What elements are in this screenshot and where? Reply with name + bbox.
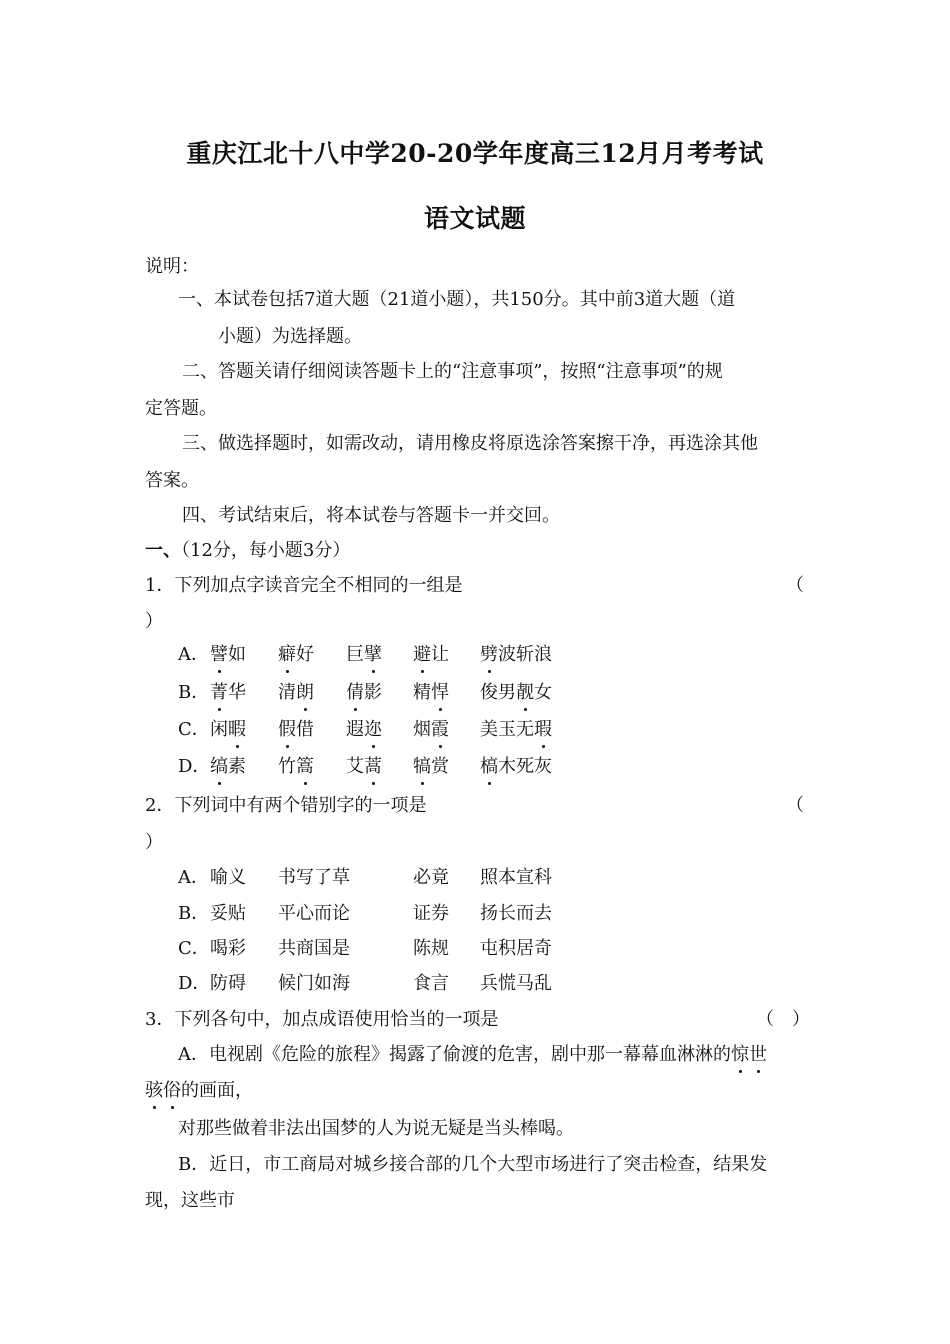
- note-1-line-1: 一、本试卷包括7道大题（21道小题），共150分。其中前3道大题（道: [178, 289, 736, 310]
- q2-option-word: 喻义: [210, 867, 246, 888]
- q1-option-word: 闲暇: [210, 715, 246, 741]
- q2-option-word: 扬长而去: [480, 903, 552, 924]
- q2-option-word: 兵慌马乱: [480, 973, 552, 994]
- q2-option-word: 喝彩: [210, 938, 246, 959]
- q3-stem: 3．下列各句中，加点成语使用恰当的一项是: [145, 1009, 499, 1030]
- q1-paren-close: ）: [145, 611, 163, 632]
- note-2-line-1: 二、答题关请仔细阅读答题卡上的“注意事项”，按照“注意事项”的规: [182, 361, 723, 382]
- dotted-char: 悍: [431, 678, 449, 704]
- q1-option-word: 劈波斩浪: [480, 640, 552, 666]
- q3-a-text: 的画面，: [181, 1080, 253, 1101]
- q2-paren-open: （: [786, 795, 804, 816]
- q1-option-label: D．: [178, 756, 211, 777]
- notes-label: 说明：: [145, 256, 199, 277]
- q2-option-word: 必竟: [413, 867, 449, 888]
- dotted-char: 癖: [278, 640, 296, 666]
- q2-option-word: 证券: [413, 903, 449, 924]
- dotted-char: 槁: [480, 752, 498, 778]
- q2-option-word: 照本宣科: [480, 867, 552, 888]
- q2-option-label: D．: [178, 973, 211, 994]
- dotted-char: 避: [413, 640, 431, 666]
- q2-option-word: 防碍: [210, 973, 246, 994]
- q2-option-label: B．: [178, 903, 210, 924]
- dotted-char: 俗: [163, 1076, 181, 1102]
- q2-option-word: 妥贴: [210, 903, 246, 924]
- q1-option-word: 清朗: [278, 678, 314, 704]
- q1-option-word: 癖好: [278, 640, 314, 666]
- q1-option-word: 犒赏: [413, 752, 449, 778]
- q1-option-word: 避让: [413, 640, 449, 666]
- q2-option-word: 陈规: [413, 938, 449, 959]
- q1-option-label: A．: [178, 644, 209, 665]
- q2-option-word: 屯积居奇: [480, 938, 552, 959]
- q2-paren-close: ）: [145, 832, 163, 853]
- section-1-number: 一、: [145, 540, 181, 561]
- dotted-char: 朗: [296, 678, 314, 704]
- q2-option-label: C．: [178, 938, 210, 959]
- q3-option-a-line-1: [178, 1040, 767, 1066]
- q3-option-b-line-1: B．近日，市工商局对城乡接合部的几个大型市场进行了突击检查，结果发: [178, 1154, 768, 1175]
- q1-option-word: 倩影: [346, 678, 382, 704]
- document-subtitle: 语文试题: [423, 204, 526, 233]
- dotted-char: 倩: [346, 678, 364, 704]
- q1-option-label: C．: [178, 719, 210, 740]
- q3-option-b-line-2: 现，这些市: [145, 1190, 235, 1211]
- dotted-char: 暇: [228, 715, 246, 741]
- dotted-char: 靓: [516, 678, 534, 704]
- q3-a-text: A．电视剧《危险的旅程》揭露了偷渡的危害，剧中那一幕幕血淋淋的: [178, 1044, 731, 1065]
- q1-option-word: 假借: [278, 715, 314, 741]
- note-2-line-2: 定答题。: [145, 398, 217, 419]
- section-1-points: （12分，每小题3分）: [181, 540, 351, 561]
- q2-option-word: 平心而论: [278, 903, 350, 924]
- q2-option-word: 书写了草: [278, 867, 350, 888]
- q2-option-word: 食言: [413, 973, 449, 994]
- document-title: 重庆江北十八中学20-20学年度高三12月月考考试: [186, 139, 764, 168]
- dotted-char: 缟: [210, 752, 228, 778]
- q1-option-word: 艾蒿: [346, 752, 382, 778]
- section-1-heading: [145, 536, 350, 562]
- dotted-char: 假: [278, 715, 296, 741]
- q1-stem: 1．下列加点字读音完全不相同的一组是: [145, 575, 463, 596]
- dotted-char: 菁: [210, 678, 228, 704]
- q2-option-word: 候门如海: [278, 973, 350, 994]
- q1-option-word: 巨擘: [346, 640, 382, 666]
- q3-option-a-line-2: [145, 1076, 253, 1102]
- q1-paren-open: （: [786, 575, 804, 596]
- q1-option-word: 缟素: [210, 752, 246, 778]
- note-1-line-2: 小题）为选择题。: [218, 326, 362, 347]
- note-3-line-1: 三、做选择题时，如需改动，请用橡皮将原选涂答案擦干净，再选涂其他: [182, 433, 758, 454]
- dotted-char: 劈: [480, 640, 498, 666]
- dotted-char: 犒: [413, 752, 431, 778]
- q3-option-a-line-3: 对那些做着非法出国梦的人为说无疑是当头棒喝。: [178, 1118, 574, 1139]
- q2-option-word: 共商国是: [278, 938, 350, 959]
- q1-option-word: 俊男靓女: [480, 678, 552, 704]
- q2-stem: 2．下列词中有两个错别字的一项是: [145, 795, 427, 816]
- q1-option-word: 精悍: [413, 678, 449, 704]
- q1-option-word: 譬如: [210, 640, 246, 666]
- dotted-char: 瑕: [534, 715, 552, 741]
- dotted-char: 蒿: [364, 752, 382, 778]
- dotted-char: 篙: [296, 752, 314, 778]
- dotted-char: 骇: [145, 1076, 163, 1102]
- dotted-char: 世: [749, 1040, 767, 1066]
- dotted-char: 擘: [364, 640, 382, 666]
- q3-paren: （ ）: [756, 1009, 810, 1030]
- dotted-char: 譬: [210, 640, 228, 666]
- note-3-line-2: 答案。: [145, 470, 199, 491]
- q1-option-word: 竹篙: [278, 752, 314, 778]
- q1-option-word: 遐迩: [346, 715, 382, 741]
- q1-option-word: 烟霞: [413, 715, 449, 741]
- q1-option-word: 菁华: [210, 678, 246, 704]
- q2-option-label: A．: [178, 867, 209, 888]
- note-4: 四、考试结束后，将本试卷与答题卡一并交回。: [182, 505, 560, 526]
- dotted-char: 惊: [731, 1040, 749, 1066]
- q1-option-word: 槁木死灰: [480, 752, 552, 778]
- q1-option-label: B．: [178, 682, 210, 703]
- q1-option-word: 美玉无瑕: [480, 715, 552, 741]
- dotted-char: 霞: [431, 715, 449, 741]
- dotted-char: 迩: [364, 715, 382, 741]
